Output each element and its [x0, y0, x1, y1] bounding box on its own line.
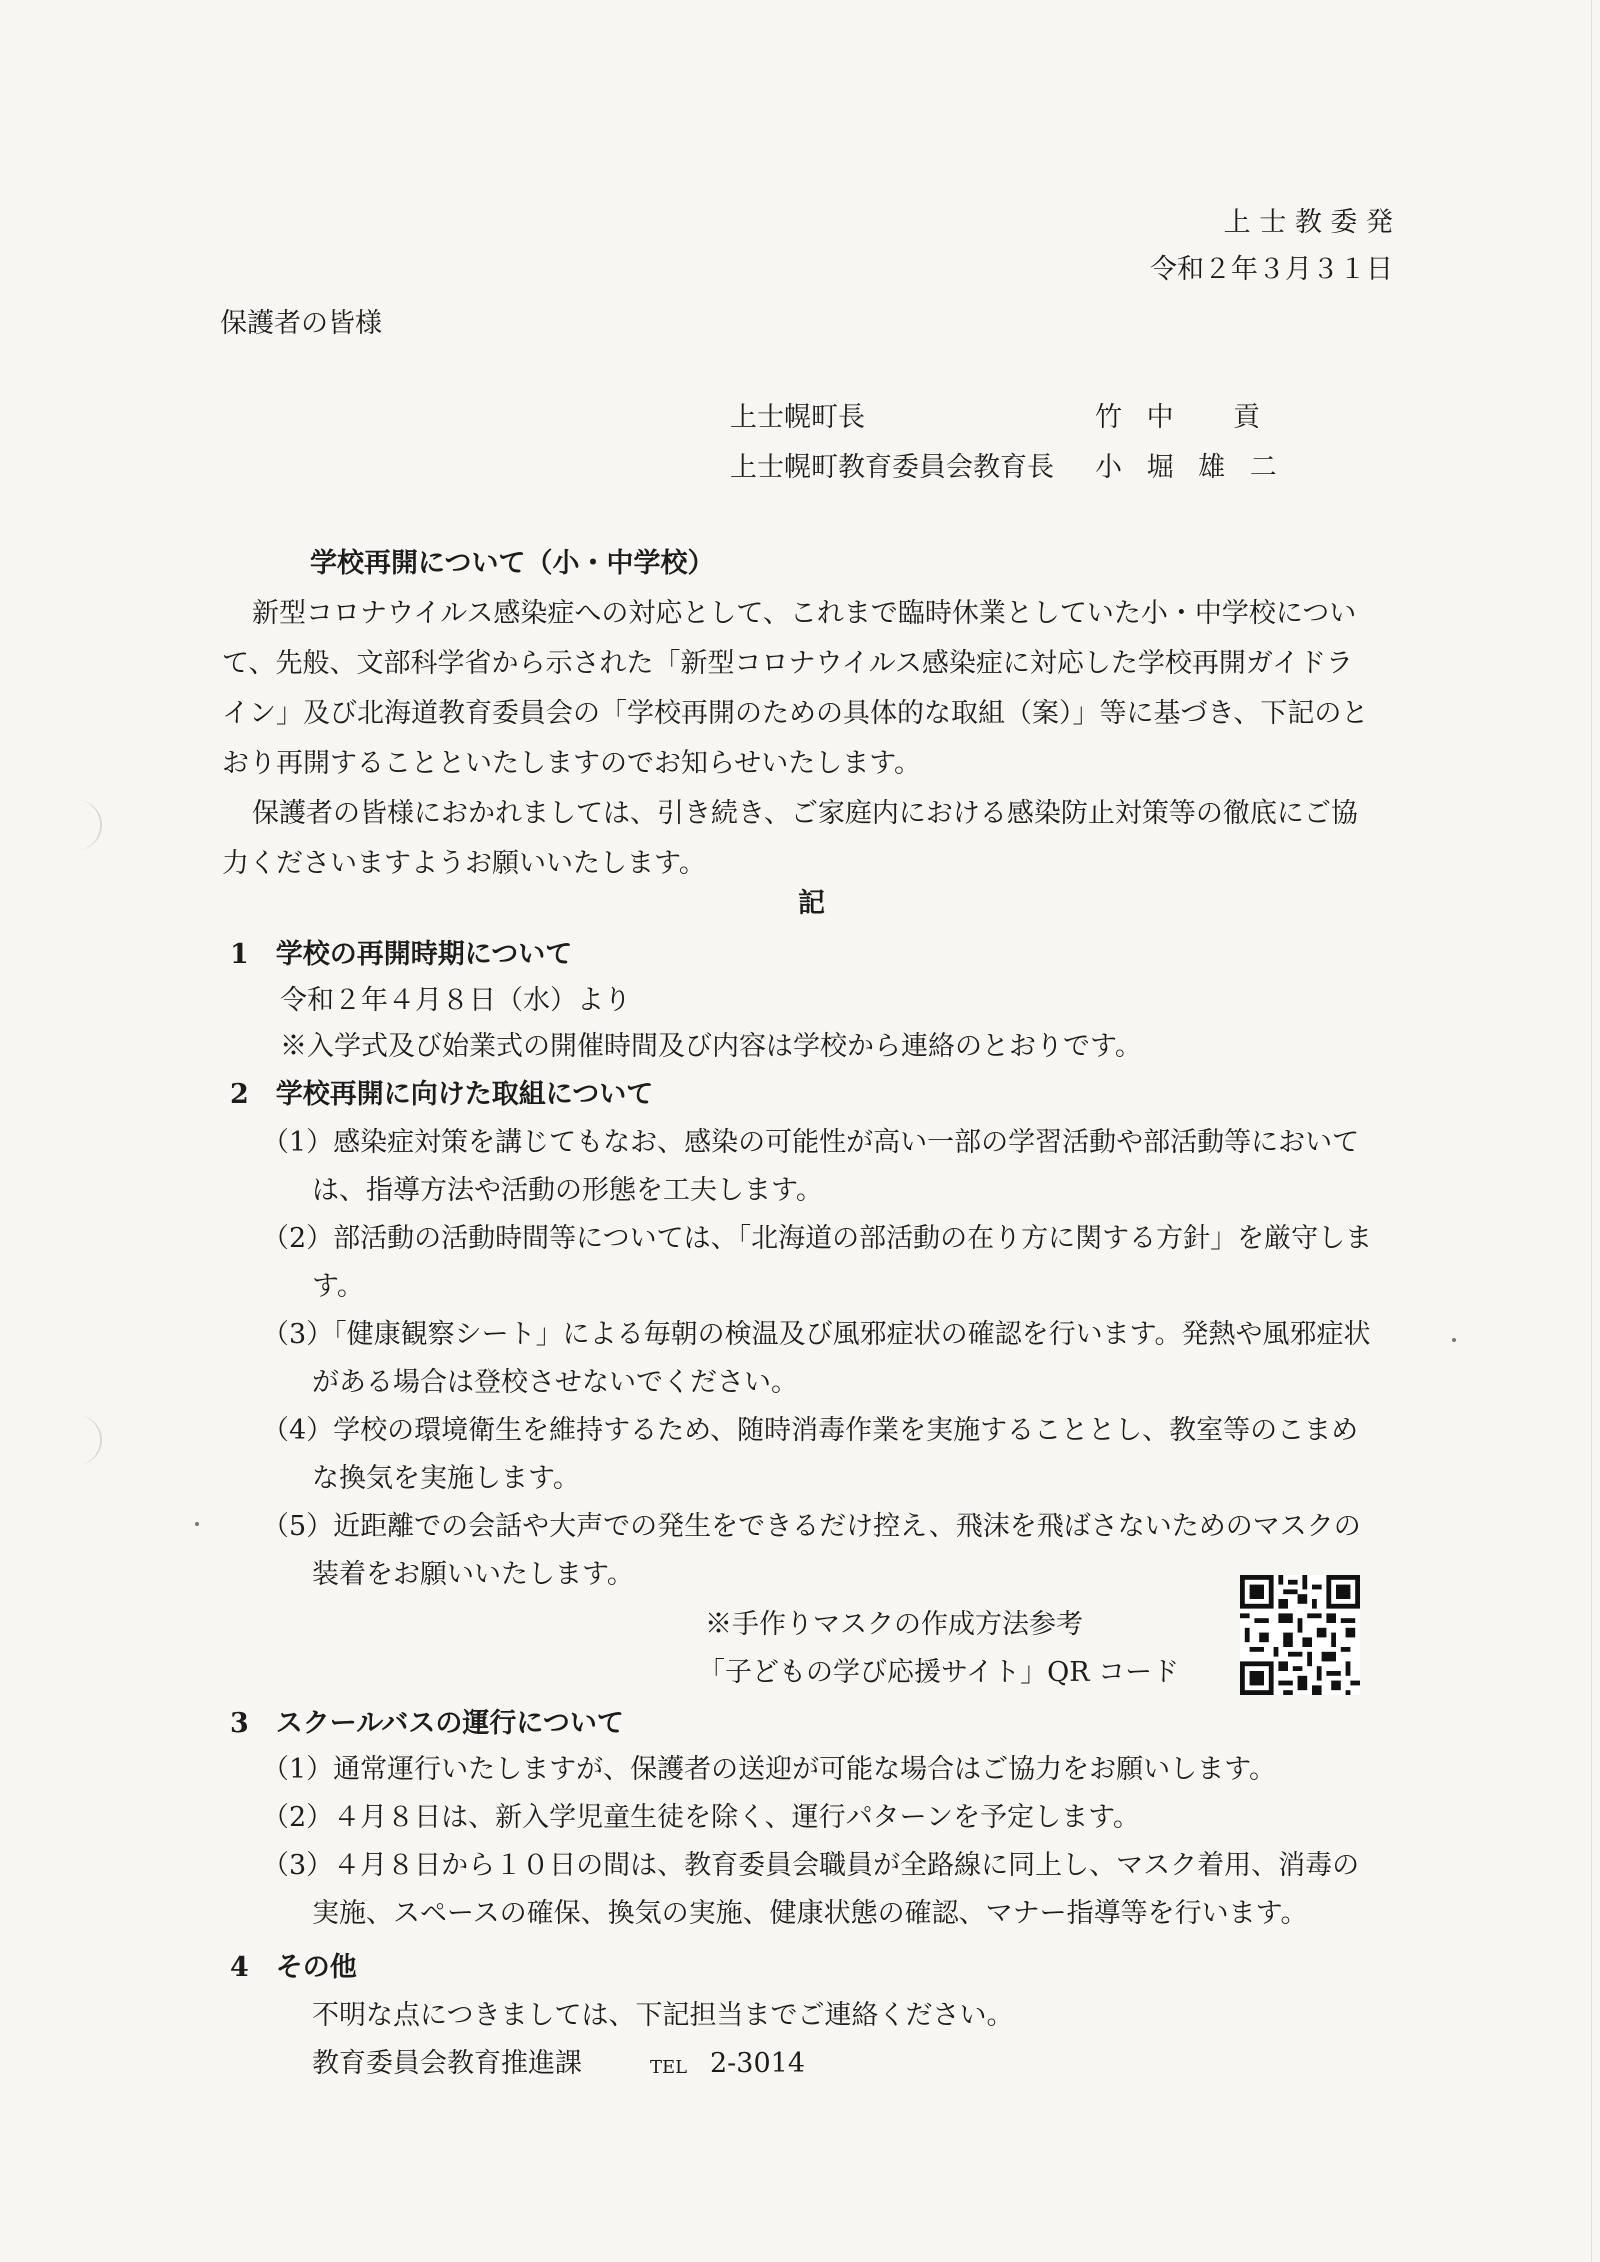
section-line: 不明な点につきましては、下記担当までご連絡ください。 [312, 2000, 1014, 2031]
section-heading: 4 その他 [230, 1952, 357, 1983]
scan-speck [195, 1522, 199, 1526]
intro-line: イン」及び北海道教育委員会の「学校再開のための具体的な取組（案）」等に基づき、下記のと [222, 698, 1369, 729]
scan-speck [1452, 1338, 1456, 1342]
section-line: 令和２年４月８日（水）より [280, 985, 631, 1016]
section-line: （3）４月８日から１０日の間は、教育委員会職員が全路線に同上し、マスク着用、消毒の [262, 1850, 1360, 1881]
sender-title: 上士幌町教育委員会教育長 [730, 452, 1054, 483]
sender-name: 小 堀 雄 二 [1095, 452, 1285, 483]
intro-line: 力くださいますようお願いいたします。 [222, 848, 706, 879]
intro-line: 保護者の皆様におかれましては、引き続き、ご家庭内における感染防止対策等の徹底にご協 [252, 798, 1358, 829]
intro-line: おり再開することといたしますのでお知らせいたします。 [222, 748, 922, 779]
section-line: （2）４月８日は、新入学児童生徒を除く、運行パターンを予定します。 [262, 1802, 1140, 1833]
section-line: （5）近距離での会話や大声での発生をできるだけ控え、飛沫を飛ばさないためのマスクの [262, 1511, 1361, 1542]
tel-number: 2-3014 [710, 2048, 806, 2079]
contact-department: 教育委員会教育推進課 [312, 2048, 582, 2079]
mask-note: 「子どもの学び応援サイト」QR コード [698, 1657, 1180, 1688]
section-line: （2）部活動の活動時間等については、「北海道の部活動の在り方に関する方針」を厳守しま [262, 1223, 1373, 1254]
section-line: （1）感染症対策を講じてもなお、感染の可能性が高い一部の学習活動や部活動等において [262, 1127, 1360, 1158]
qr-code-icon [1240, 1575, 1360, 1695]
section-heading: 2 学校再開に向けた取組について [230, 1079, 654, 1110]
tel-label: TEL [650, 2057, 688, 2078]
section-line: がある場合は登校させないでください。 [312, 1367, 798, 1398]
section-line: （1）通常運行いたしますが、保護者の送迎が可能な場合はご協力をお願いします。 [262, 1754, 1277, 1785]
issue-date: 令和２年３月３１日 [1150, 254, 1393, 285]
section-heading: 1 学校の再開時期について [230, 939, 573, 970]
intro-line: 新型コロナウイルス感染症への対応として、これまで臨時休業としていた小・中学校につい [252, 598, 1357, 629]
page-edge [1591, 0, 1592, 2262]
sender-title: 上士幌町長 [730, 402, 865, 433]
section-line: な換気を実施します。 [312, 1463, 580, 1494]
addressee: 保護者の皆様 [220, 308, 382, 339]
mask-note: ※手作りマスクの作成方法参考 [705, 1609, 1083, 1640]
section-line: 装着をお願いいたします。 [312, 1559, 634, 1590]
issuer-code: 上 士 教 委 発 [1223, 207, 1393, 238]
section-line: す。 [312, 1271, 364, 1302]
intro-line: て、先般、文部科学省から示された「新型コロナウイルス感染症に対応した学校再開ガイドラ [222, 648, 1354, 679]
punch-hole-mark [60, 1415, 102, 1465]
section-line: 実施、スペースの確保、換気の実施、健康状態の確認、マナー指導等を行います。 [312, 1898, 1308, 1929]
document-title: 学校再開について（小・中学校） [310, 548, 715, 579]
sender-name: 竹 中 貢 [1095, 402, 1269, 433]
ki-mark: 記 [798, 888, 825, 919]
punch-hole-mark [60, 800, 102, 850]
section-line: （3）「健康観察シート」による毎朝の検温及び風邪症状の確認を行います。発熱や風邪症状 [262, 1319, 1371, 1350]
section-line: （4）学校の環境衛生を維持するため、随時消毒作業を実施することとし、教室等のこまめ [262, 1415, 1359, 1446]
section-line: ※入学式及び始業式の開催時間及び内容は学校から連絡のとおりです。 [280, 1031, 1142, 1062]
section-line: は、指導方法や活動の形態を工夫します。 [312, 1175, 823, 1206]
section-heading: 3 スクールバスの運行について [230, 1708, 624, 1739]
